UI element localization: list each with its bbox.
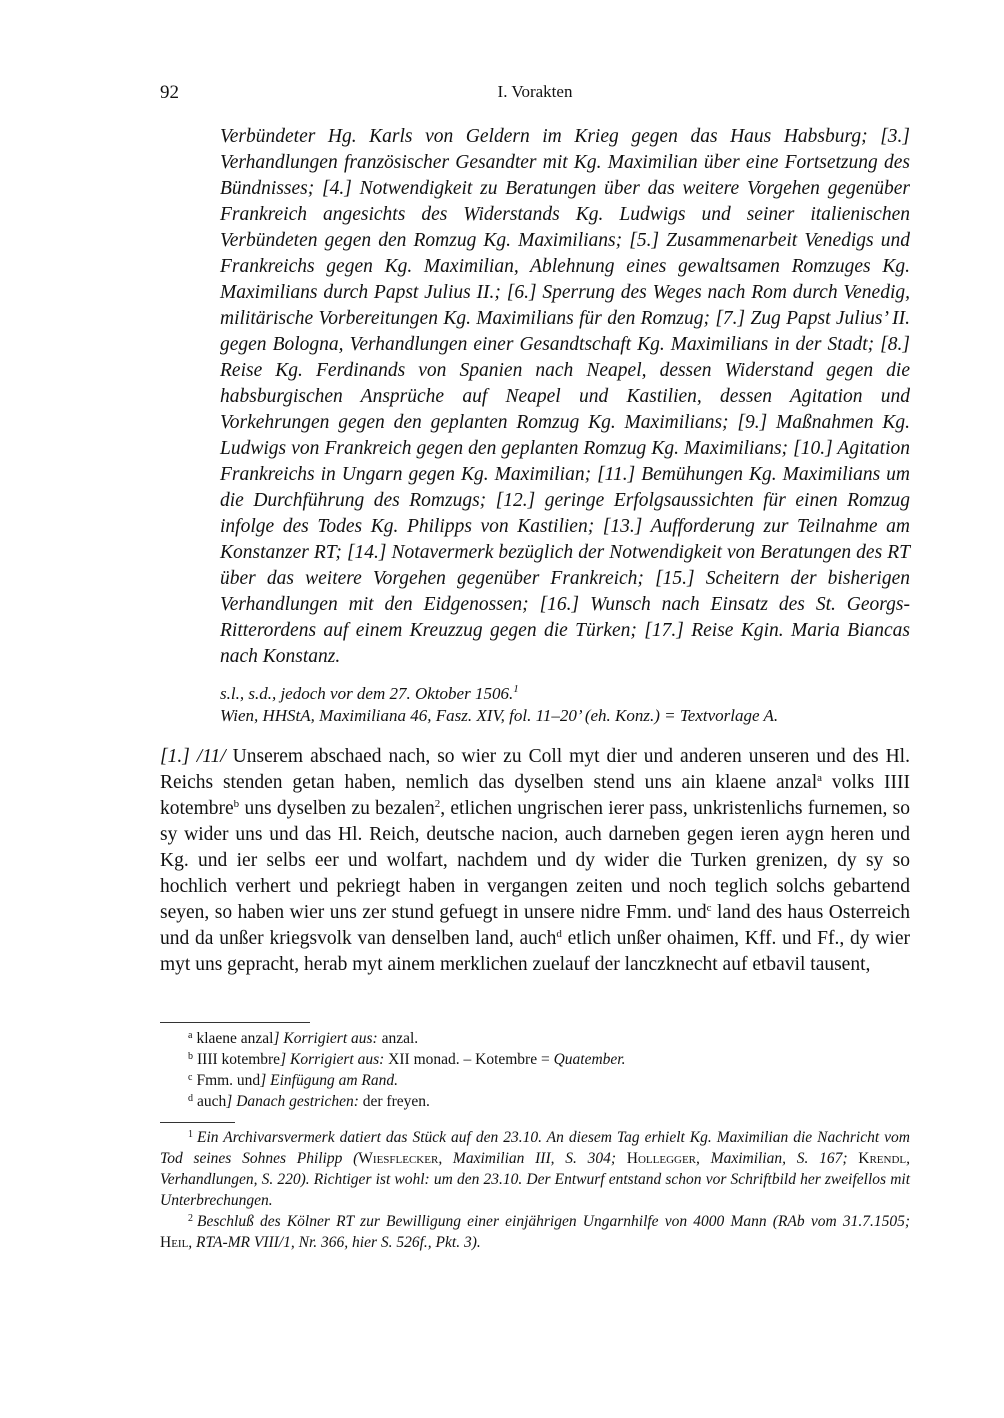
text-segment: etlich unßer ohaimen, Kff. und Ff., dy wier myt uns gepracht, herab myt ainem merklichen zuelauf der lanczknecht auf etbavil tausent,: [160, 928, 910, 975]
textnotes-rule: [160, 1022, 310, 1023]
document-meta: [220, 683, 910, 727]
footnote-ref[interactable]: 2: [434, 798, 441, 810]
text-notes: [160, 1028, 910, 1112]
footnote-ref[interactable]: 1: [513, 683, 519, 695]
text-segment: uns dyselben zu bezalen: [239, 798, 435, 819]
text-segment: Unserem abschaed nach, so wier zu Coll myt dier und anderen unseren und des Hl. Reichs stenden getan haben, nemlich das dyselben stend uns ain klaene anzal: [160, 746, 910, 793]
footnotes-rule: [160, 1122, 235, 1123]
text-note: $^b$ IIII kotembre] Korrigiert aus: XII monad. – Kotembre = Quatember.: [188, 1051, 626, 1068]
page-header: [160, 82, 910, 106]
date-text: s.l., s.d., jedoch vor dem 27. Oktober 1506.: [220, 684, 514, 703]
text-note: $^d$ auch] Danach gestrichen: der freyen.: [188, 1093, 430, 1110]
running-head: I. Vorakten: [497, 82, 573, 101]
source-line: Wien, HHStA, Maximiliana 46, Fasz. XIV, fol. 11–20’ (eh. Konz.) = Textvorlage A.: [220, 706, 779, 725]
main-text: [160, 744, 910, 978]
footnote: $^1$ Ein Archivarsvermerk datiert das Stück auf den 23.10. An diesem Tag erhielt Kg. Maximilian die Nachricht vom Tod seines Sohnes Philipp (Wiesflecker, Maximilian III, S. 304; Hollegger, Maximilian, S. 167; Krendl, Verhandlungen, S. 220). Richtiger ist wohl: um den 23.10. Der Entwurf entstand schon vor Schriftbild her zweifellos mit Unterbrechungen.: [160, 1129, 910, 1209]
page-number: 92: [160, 82, 179, 103]
text-segment: , etlichen ungrischen ierer pass, unkristenlichs furnemen, so sy wider uns und das Hl. Reich, deutsche nacion, auch darneben gegen ieren aygn heren und Kg. und ier selbs eer und wolfart, nachdem und dy wider die Turken grenizen, dy sy so hochlich verhert und pekriegt haben in vergangen zeiten und noch teglich solchs gebartend seyen, so haben wier uns zer stund gefuegt in unsere nidre Fmm. und: [160, 798, 911, 923]
textnote-ref[interactable]: a: [817, 772, 823, 784]
footnote: $^2$ Beschluß des Kölner RT zur Bewilligung einer einjährigen Ungarnhilfe von 4000 Mann (RAb vom 31.7.1505; Heil, RTA-MR VIII/1, Nr. 366, hier S. 526f., Pkt. 3).: [160, 1213, 910, 1251]
text-segment: volks IIII kotembre: [160, 772, 911, 819]
text-note: $^c$ Fmm. und] Einfügung am Rand.: [188, 1072, 398, 1089]
regest: [220, 124, 910, 670]
date-line: [220, 683, 910, 705]
footnotes: [160, 1127, 910, 1253]
text-note: $^a$ klaene anzal] Korrigiert aus: anzal.: [188, 1030, 419, 1047]
text-segment: land des haus Osterreich und da unßer kriegsvolk van denselben land, auch: [160, 902, 910, 949]
textnote-ref[interactable]: b: [233, 798, 240, 810]
paragraph: [160, 744, 910, 978]
regest-text: Verbündeter Hg. Karls von Geldern im Krieg gegen das Haus Habsburg; [3.] Verhandlungen französischer Gesandter mit Kg. Maximilian über eine Fortsetzung des Bündnisses; [4.] Notwendigkeit zu Beratungen über das weitere Vorgehen gegenüber Frankreich angesichts des Widerstands Kg. Ludwigs und seiner italienischen Verbündeten gegen den Romzug Kg. Maximilians; [5.] Zusammenarbeit Venedigs und Frankreichs gegen Kg. Maximilian, Ablehnung eines gewaltsamen Romzuges Kg. Maximilians durch Papst Julius II.; [6.] Sperrung des Weges nach Rom durch Venedig, militärische Vorbereitungen Kg. Maximilians für den Romzug; [7.] Zug Papst Julius’ II. gegen Bologna, Verhandlungen einer Gesandtschaft Kg. Maximilians in der Stadt; [8.] Reise Kg. Ferdinands von Spanien nach Neapel, dessen Widerstand gegen die habsburgischen Ansprüche auf Neapel und Kastilien, dessen Agitation und Vorkehrungen gegen den geplanten Romzug Kg. Maximilians; [9.] Maßnahmen Kg. Ludwigs von Frankreich gegen den geplanten Romzug Kg. Maximilians; [10.] Agitation Frankreichs in Ungarn gegen Kg. Maximilian; [11.] Bemühungen Kg. Maximilians um die Durchführung des Romzugs; [12.] geringe Erfolgsaussichten für einen Romzug infolge des Todes Kg. Philipps von Kastilien; [13.] Aufforderung zur Teilnahme am Konstanzer RT; [14.] Notavermerk bezüglich der Notwendigkeit von Beratungen des RT über das weitere Vorgehen gegenüber Frankreich; [15.] Scheitern der bisherigen Verhandlungen mit den Eidgenossen; [16.] Wunsch nach Einsatz des St. Georgs-Ritterordens auf einem Kreuzzug gegen die Türken; [17.] Reise Kgin. Maria Biancas nach Konstanz.: [220, 126, 910, 667]
textnote-ref[interactable]: d: [556, 928, 562, 940]
textnote-ref[interactable]: c: [706, 902, 712, 914]
section-marker: [1.] /11/: [160, 746, 226, 767]
